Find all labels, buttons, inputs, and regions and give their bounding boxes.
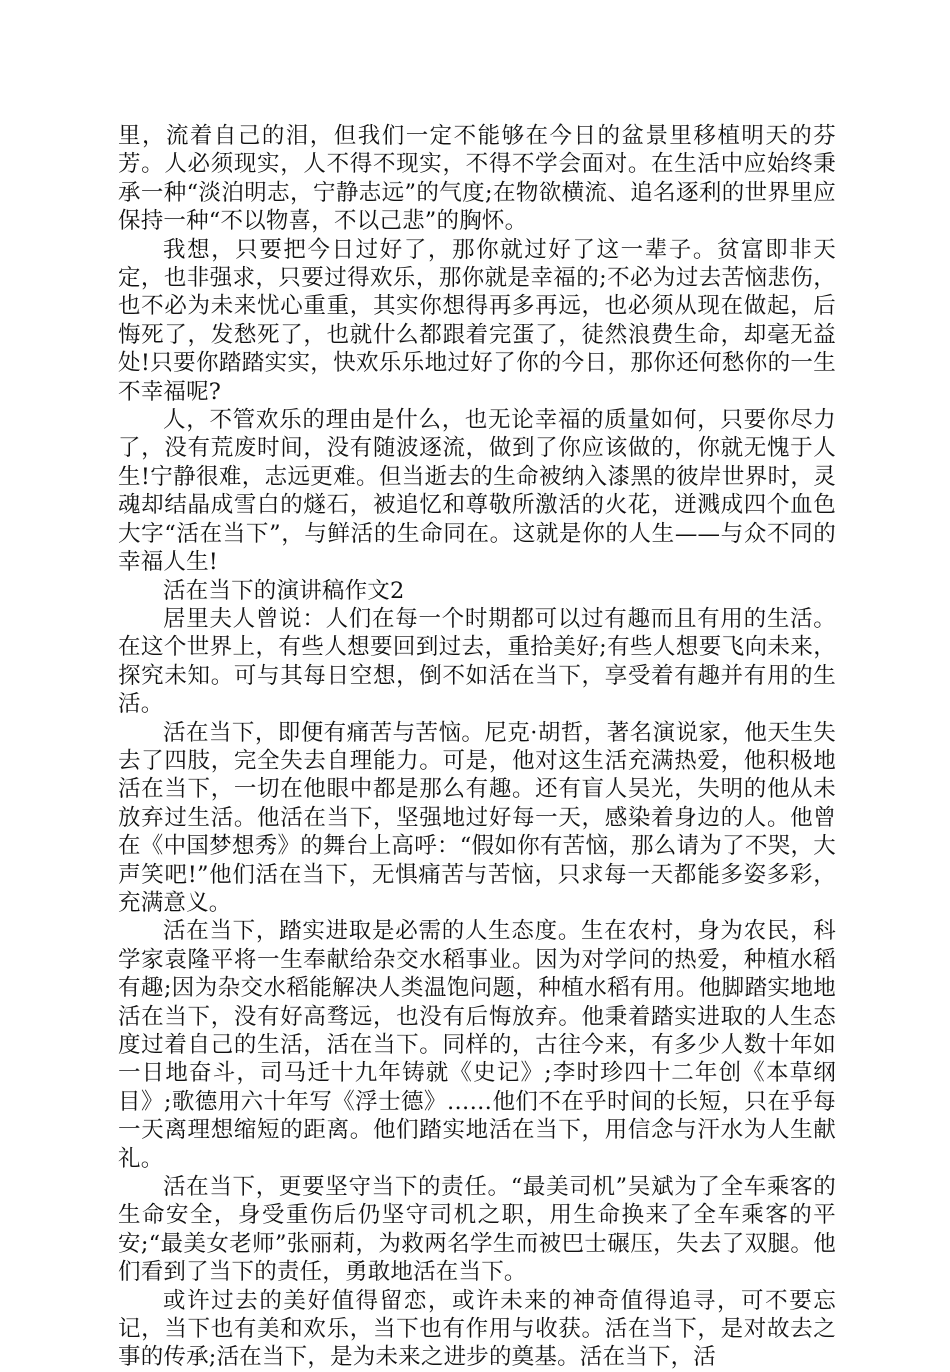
- document-page: [118, 122, 836, 1372]
- paragraph-2: 我想，只要把今日过好了，那你就过好了这一辈子。贫富即非天定，也非强求，只要过得欢乐，那你就是幸福的;不必为过去苦恼悲伤，也不必为未来忧心重重，其实你想得再多再远，也必须从现在做起，后悔死了，发愁死了，也就什么都跟着完蛋了，徒然浪费生命，却毫无益处!只要你踏踏实实，快欢乐乐地过好了你的今日，那你还何愁你的一生不幸福呢?: [118, 236, 836, 405]
- paragraph-3: 人，不管欢乐的理由是什么，也无论幸福的质量如何，只要你尽力了，没有荒废时间，没有随波逐流，做到了你应该做的，你就无愧于人生!宁静很难，志远更难。但当逝去的生命被纳入漆黑的彼岸世界时，灵魂却结晶成雪白的燧石，被追忆和尊敬所激活的火花，迸溅成四个血色大字“活在当下”，与鲜活的生命同在。这就是你的人生——与众不同的幸福人生!: [118, 407, 836, 576]
- section-heading: 活在当下的演讲稿作文2: [163, 577, 405, 604]
- paragraph-1: 里，流着自己的泪，但我们一定不能够在今日的盆景里移植明天的芬芳。人必须现实，人不得不现实，不得不学会面对。在生活中应始终秉承一种“淡泊明志，宁静志远”的气度;在物欲横流、追名逐利的世界里应保持一种“不以物喜，不以己悲”的胸怀。: [118, 123, 836, 235]
- paragraph-6: 活在当下，踏实进取是必需的人生态度。生在农村，身为农民，科学家袁隆平将一生奉献给杂交水稻事业。因为对学问的热爱，种植水稻有趣;因为杂交水稻能解决人类温饱问题，种植水稻有用。他脚踏实地地活在当下，没有好高骛远，也没有后悔放弃。他秉着踏实进取的人生态度过着自己的生活，活在当下。同样的，古往今来，有多少人数十年如一日地奋斗，司马迁十九年铸就《史记》;李时珍四十二年创《本草纲目》;歌德用六十年写《浮士德》……他们不在乎时间的长短，只在乎每一天离理想缩短的距离。他们踏实地活在当下，用信念与汗水为人生献礼。: [118, 918, 836, 1172]
- paragraph-4: 居里夫人曾说：人们在每一个时期都可以过有趣而且有用的生活。在这个世界上，有些人想要回到过去，重拾美好;有些人想要飞向未来，探究未知。可与其每日空想，倒不如活在当下，享受着有趣并有用的生活。: [118, 605, 836, 718]
- paragraph-8: 或许过去的美好值得留恋，或许未来的神奇值得追寻，可不要忘记，当下也有美和欢乐，当下也有作用与收获。活在当下，是对故去之事的传承;活在当下，是为未来之进步的奠基。活在当下，活: [118, 1287, 836, 1371]
- paragraph-5: 活在当下，即便有痛苦与苦恼。尼克·胡哲，著名演说家，他天生失去了四肢，完全失去自理能力。可是，他对这生活充满热爱，他积极地活在当下，一切在他眼中都是那么有趣。还有盲人吴光，失明的他从未放弃过生活。他活在当下，坚强地过好每一天，感染着身边的人。他曾在《中国梦想秀》的舞台上高呼：“假如你有苦恼，那么请为了不哭，大声笑吧!”他们活在当下，无惧痛苦与苦恼，只求每一天都能多姿多彩，充满意义。: [118, 719, 836, 916]
- paragraph-7: 活在当下，更要坚守当下的责任。“最美司机”吴斌为了全车乘客的生命安全，身受重伤后仍坚守司机之职，用生命换来了全车乘客的平安;“最美女老师”张丽莉，为救两名学生而被巴士碾压，失去了双腿。他们看到了当下的责任，勇敢地活在当下。: [118, 1174, 836, 1286]
